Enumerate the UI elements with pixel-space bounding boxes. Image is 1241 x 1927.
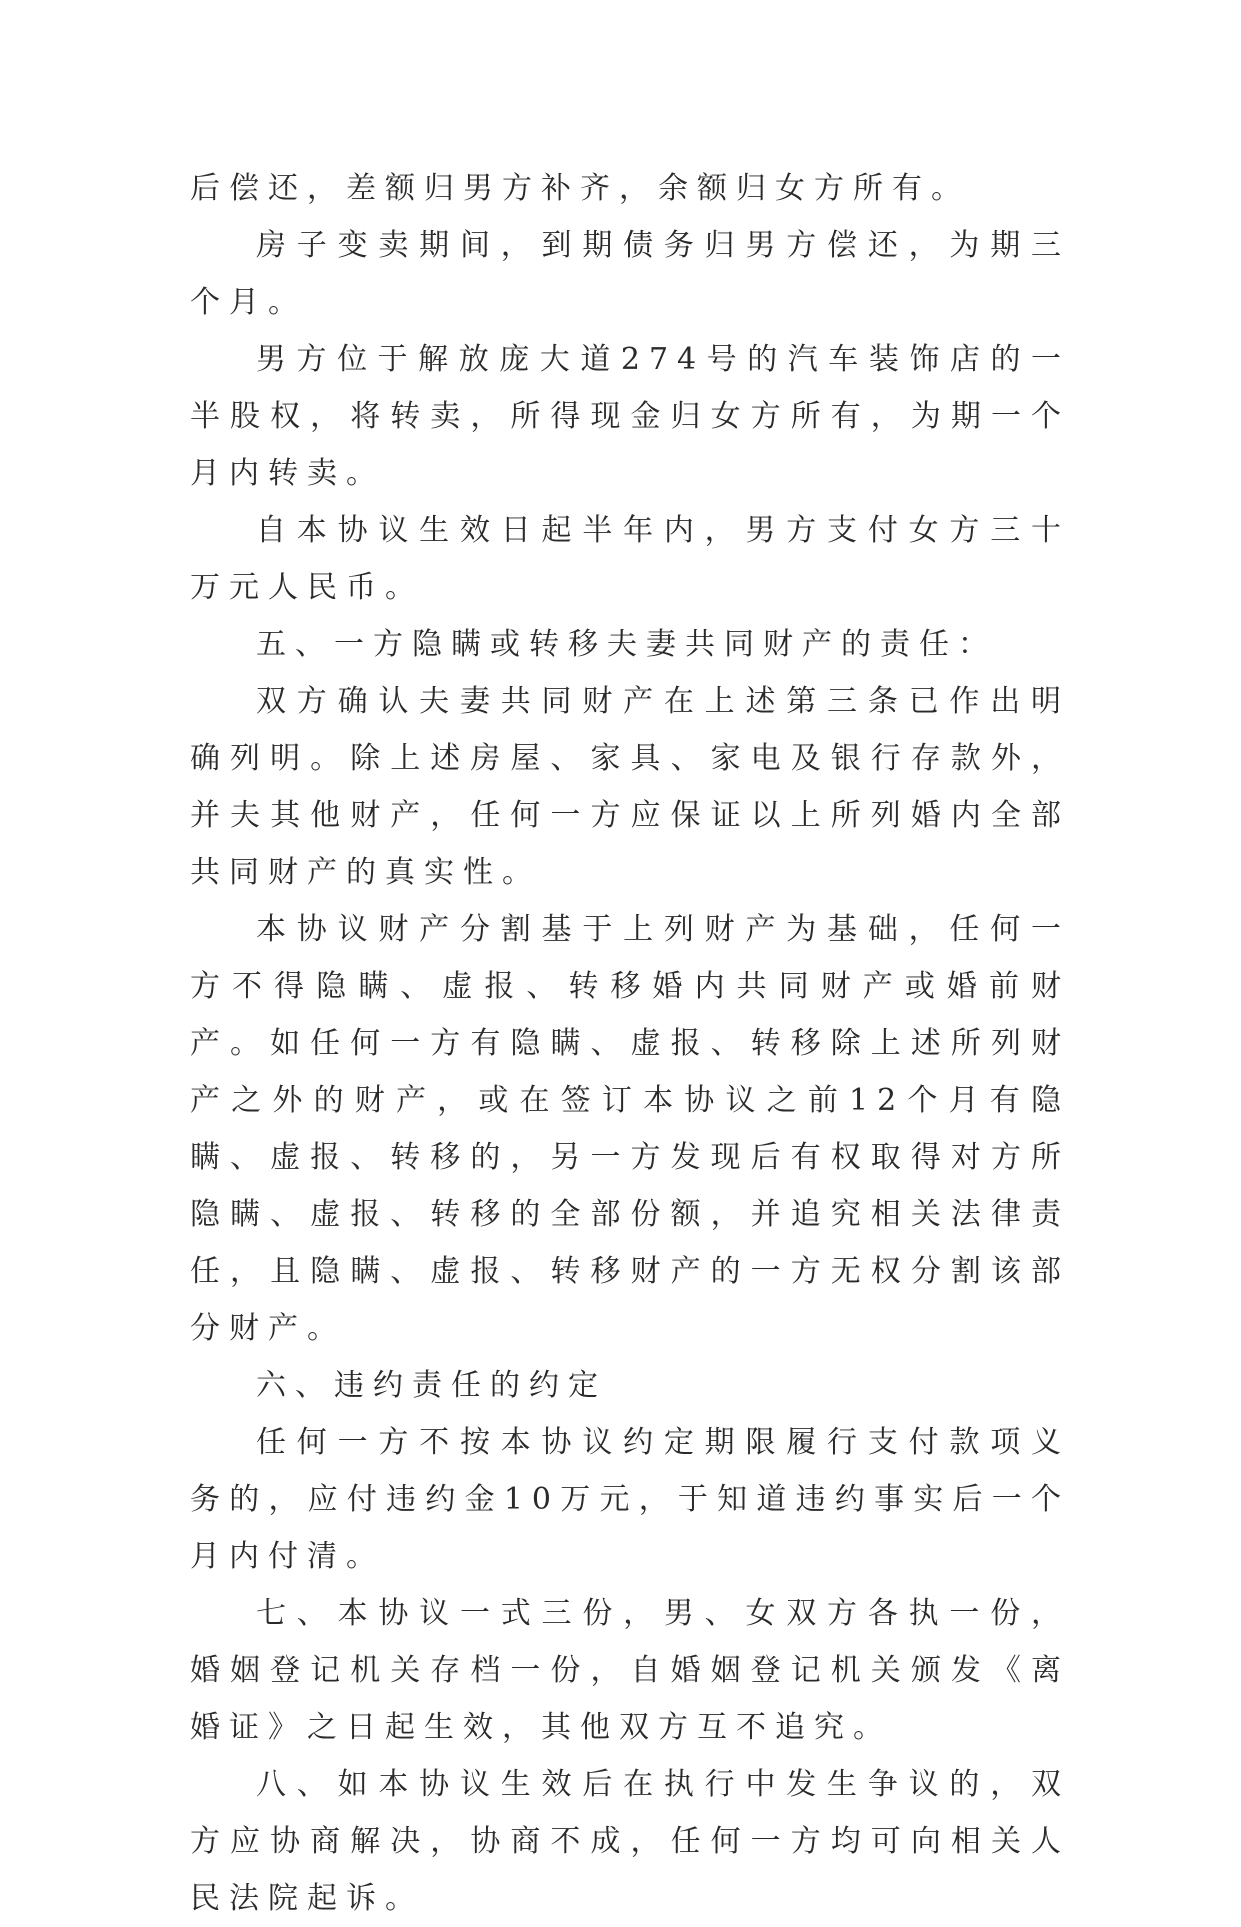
section-8: 八、如本协议生效后在执行中发生争议的，双方应协商解决，协商不成，任何一方均可向相关人民法院起诉。 — [190, 1767, 1070, 1916]
paragraph-9: 任何一方不按本协议约定期限履行支付款项义务的，应付违约金10万元，于知道违约事实后一个月内付清。 — [190, 1425, 1070, 1574]
paragraph-4: 自本协议生效日起半年内，男方支付女方三十万元人民币。 — [190, 513, 1070, 605]
section-heading-6: 六、违约责任的约定 — [256, 1368, 607, 1403]
paragraph-3: 男方位于解放庞大道274号的汽车装饰店的一半股权，将转卖，所得现金归女方所有，为期一个月内转卖。 — [190, 342, 1070, 491]
paragraph-6: 双方确认夫妻共同财产在上述第三条已作出明确列明。除上述房屋、家具、家电及银行存款外，并夫其他财产，任何一方应保证以上所列婚内全部共同财产的真实性。 — [190, 684, 1070, 890]
paragraph-2: 房子变卖期间，到期债务归男方偿还，为期三个月。 — [190, 228, 1070, 320]
document-body — [190, 160, 1070, 1927]
paragraph-1: 后偿还，差额归男方补齐，余额归女方所有。 — [190, 171, 970, 206]
section-7: 七、本协议一式三份，男、女双方各执一份，婚姻登记机关存档一份，自婚姻登记机关颁发《离婚证》之日起生效，其他双方互不追究。 — [190, 1596, 1070, 1745]
section-heading-5: 五、一方隐瞒或转移夫妻共同财产的责任： — [256, 627, 997, 662]
paragraph-7: 本协议财产分割基于上列财产为基础，任何一方不得隐瞒、虚报、转移婚内共同财产或婚前财产。如任何一方有隐瞒、虚报、转移除上述所列财产之外的财产，或在签订本协议之前12个月有隐瞒、虚报、转移的，另一方发现后有权取得对方所隐瞒、虚报、转移的全部份额，并追究相关法律责任，且隐瞒、虚报、转移财产的一方无权分割该部分财产。 — [190, 912, 1070, 1346]
